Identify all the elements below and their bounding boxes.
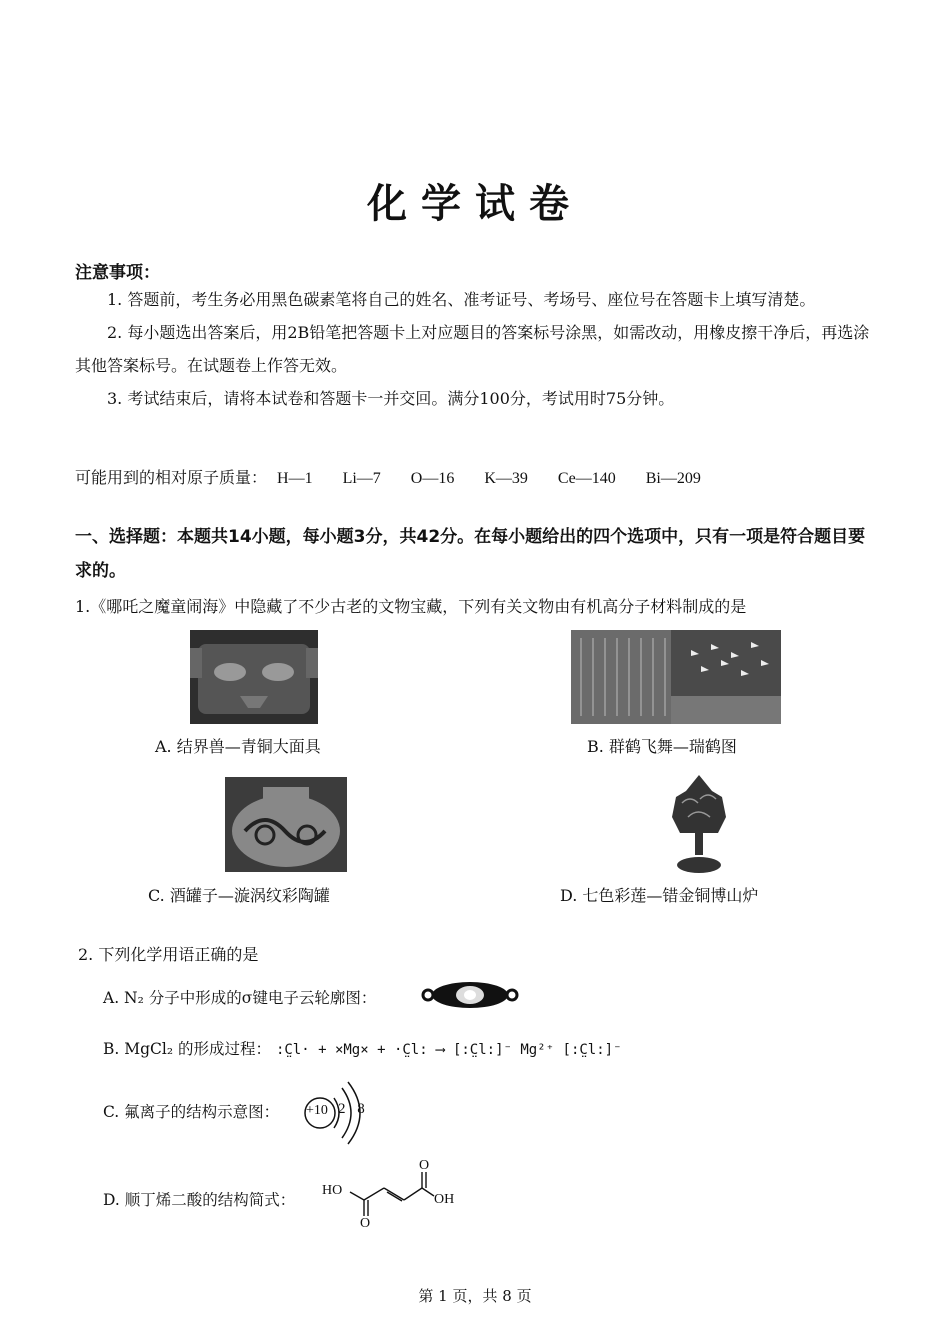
question-1-stem: 1.《哪吒之魔童闹海》中隐藏了不少古老的文物宝藏，下列有关文物由有机高分子材料制成的是 [75, 597, 747, 616]
q2-option-b-label: B. MgCl₂ 的形成过程： [103, 1040, 271, 1058]
incense-burner-image [668, 773, 730, 876]
atomic-masses-label: 可能用到的相对原子质量： [75, 470, 268, 487]
maleic-acid-o-bottom: O [360, 1216, 371, 1231]
fluoride-structure-diagram [300, 1078, 370, 1148]
atomic-mass-li: Li—7 [342, 470, 381, 487]
page-title: 化学试卷 [367, 181, 583, 227]
q1-option-b: B. 群鹤飞舞—瑞鹤图 [587, 737, 737, 756]
question-2-stem: 2. 下列化学用语正确的是 [78, 945, 259, 964]
fluoride-nucleus-charge: +10 [306, 1103, 328, 1118]
section-heading: 一、选择题：本题共14小题，每小题3分，共42分。在每小题给出的四个选项中，只有一项是符合题目要求的。 [75, 527, 866, 581]
q2-option-c: C. 氟离子的结构示意图： [103, 1103, 280, 1121]
crane-painting-image [571, 630, 781, 724]
fluoride-shell-electrons: 2 8 [338, 1101, 369, 1117]
notice-item-3: 3. 考试结束后，请将本试卷和答题卡一并交回。满分100分，考试用时75分钟。 [107, 389, 675, 408]
q2-option-d: D. 顺丁烯二酸的结构简式： [103, 1191, 296, 1209]
notice-item-1: 1. 答题前，考生务必用黑色碳素笔将自己的姓名、准考证号、考场号、座位号在答题卡上填写清楚。 [107, 290, 816, 309]
pottery-jar-image [225, 777, 347, 872]
atomic-mass-h: H—1 [277, 470, 313, 487]
atomic-mass-k: K—39 [484, 470, 528, 487]
notice-heading: 注意事项： [75, 263, 160, 283]
maleic-acid-structure [322, 1158, 462, 1234]
q1-option-c: C. 酒罐子—漩涡纹彩陶罐 [148, 886, 330, 905]
notice-list [75, 283, 875, 415]
mgcl2-formation-formula: :C̤l· + ×Mg× + ·C̤l: ⟶ [:C̤l:]⁻ Mg²⁺ [:C̤l:]⁻ [275, 1042, 622, 1058]
atomic-mass-ce: Ce—140 [557, 470, 616, 487]
q2-option-a: A. N₂ 分子中形成的σ键电子云轮廓图： [103, 989, 377, 1007]
atomic-masses [75, 465, 727, 488]
maleic-acid-o-top: O [419, 1158, 430, 1173]
page-footer: 第 1 页，共 8 页 [418, 1287, 532, 1305]
notice-item-2: 2. 每小题选出答案后，用2B铅笔把答题卡上对应题目的答案标号涂黑，如需改动，用橡皮擦干净后，再选涂其他答案标号。在试题卷上作答无效。 [75, 323, 870, 375]
atomic-mass-o: O—16 [410, 470, 455, 487]
q2-option-b [103, 1037, 622, 1059]
sigma-bond-cloud-image [420, 980, 520, 1010]
atomic-mass-bi: Bi—209 [645, 470, 701, 487]
q1-option-a: A. 结界兽—青铜大面具 [155, 737, 321, 756]
bronze-mask-image [190, 630, 318, 724]
maleic-acid-oh-right: OH [434, 1192, 455, 1207]
maleic-acid-ho-left: HO [322, 1183, 343, 1198]
q1-option-d: D. 七色彩莲—错金铜博山炉 [560, 886, 759, 905]
